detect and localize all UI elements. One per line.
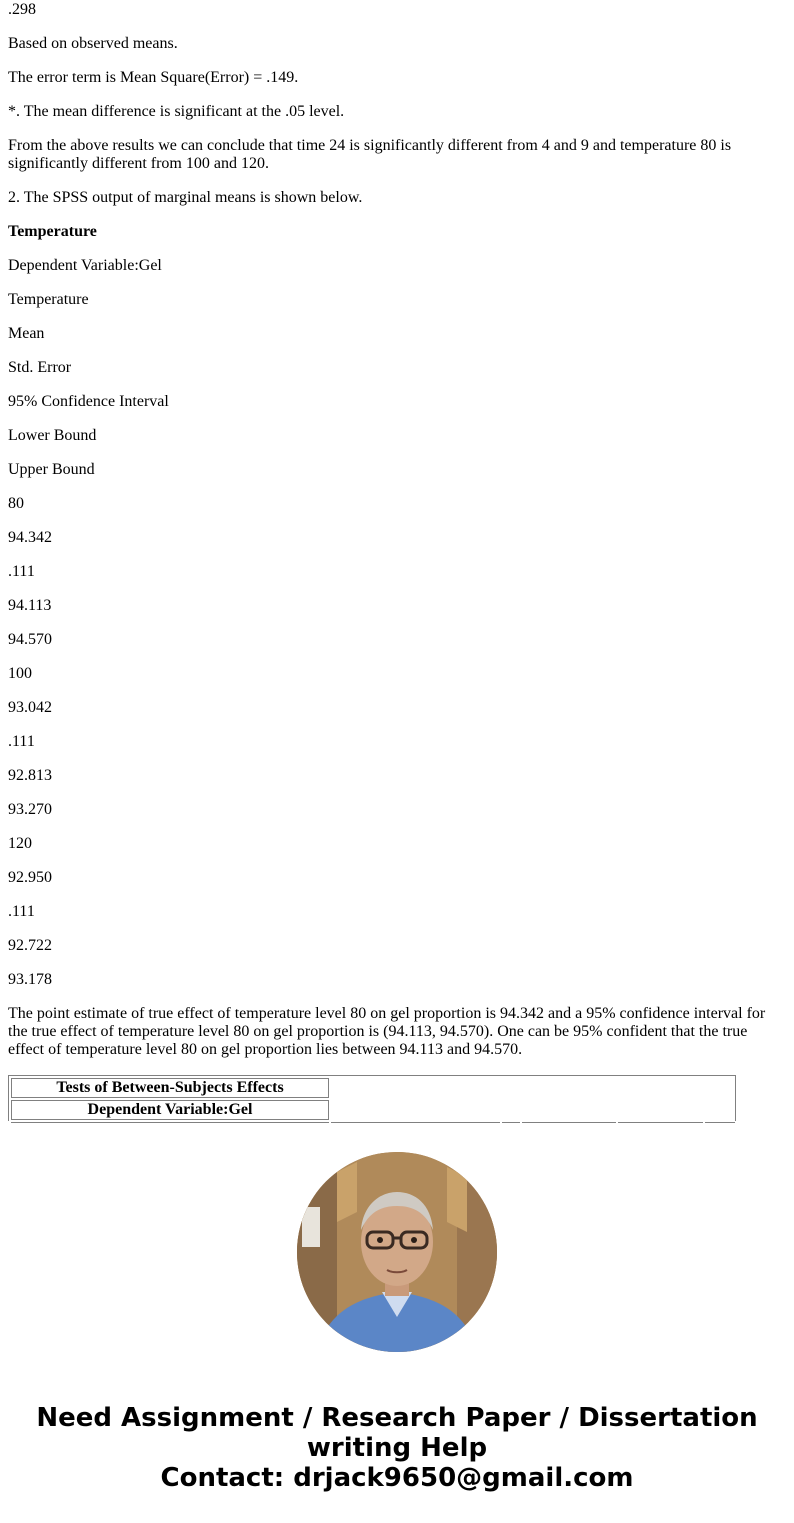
table-divider	[502, 1122, 520, 1123]
data-cell: 93.178	[8, 971, 52, 988]
header-cell: Std. Error	[8, 359, 72, 376]
conclusion-paragraph: From the above results we can conclude that time 24 is significantly different from 4 and 9 and temperature 80 is significantly different from 100 and 120.	[8, 137, 732, 172]
author-avatar	[297, 1152, 497, 1352]
data-cell: 92.950	[8, 869, 52, 886]
header-cell: 95% Confidence Interval	[8, 393, 169, 410]
data-cell: .111	[8, 563, 35, 580]
data-cell: .111	[8, 903, 35, 920]
header-cell: Upper Bound	[8, 461, 95, 478]
point-estimate-paragraph: The point estimate of true effect of temperature level 80 on gel proportion is 94.342 and a 95% confidence interval for the true effect of temperature level 80 on gel proportion is (94.113, 94.570). One can be 95% confident that the true effect of temperature level 80 on gel proportion lies between 94.113 and 94.570.	[8, 1005, 766, 1058]
data-cell: 93.270	[8, 801, 52, 818]
text-line: The error term is Mean Square(Error) = .149.	[8, 69, 299, 86]
promo-banner	[0, 1403, 794, 1493]
promo-contact: Contact: drjack9650@gmail.com	[160, 1463, 634, 1493]
data-cell: 100	[8, 665, 32, 682]
table-title: Tests of Between-Subjects Effects	[11, 1078, 329, 1098]
table-divider	[705, 1122, 735, 1123]
header-cell: Lower Bound	[8, 427, 97, 444]
data-cell: 94.342	[8, 529, 52, 546]
table-subtitle: Dependent Variable:Gel	[11, 1100, 329, 1120]
table-divider	[331, 1122, 500, 1123]
data-cell: .111	[8, 733, 35, 750]
table-divider	[522, 1122, 616, 1123]
text-line: Based on observed means.	[8, 35, 178, 52]
data-cell: 80	[8, 495, 24, 512]
header-cell: Mean	[8, 325, 45, 342]
intro-paragraph: 2. The SPSS output of marginal means is shown below.	[8, 189, 363, 206]
data-cell: 92.722	[8, 937, 52, 954]
table-divider	[11, 1122, 329, 1123]
promo-line: writing Help	[306, 1433, 488, 1463]
header-cell: Temperature	[8, 291, 89, 308]
data-cell: 92.813	[8, 767, 52, 784]
data-cell: 93.042	[8, 699, 52, 716]
promo-line: Need Assignment / Research Paper / Dissertation	[36, 1403, 758, 1433]
data-cell: 94.113	[8, 597, 52, 614]
between-subjects-table	[8, 1075, 736, 1121]
table-divider	[618, 1122, 703, 1123]
section-title: Temperature	[8, 223, 97, 240]
data-cell: 120	[8, 835, 32, 852]
text-line: *. The mean difference is significant at the .05 level.	[8, 103, 345, 120]
author-photo	[297, 1152, 497, 1352]
text-line: .298	[8, 1, 36, 18]
dependent-variable: Dependent Variable:Gel	[8, 257, 162, 274]
data-cell: 94.570	[8, 631, 52, 648]
